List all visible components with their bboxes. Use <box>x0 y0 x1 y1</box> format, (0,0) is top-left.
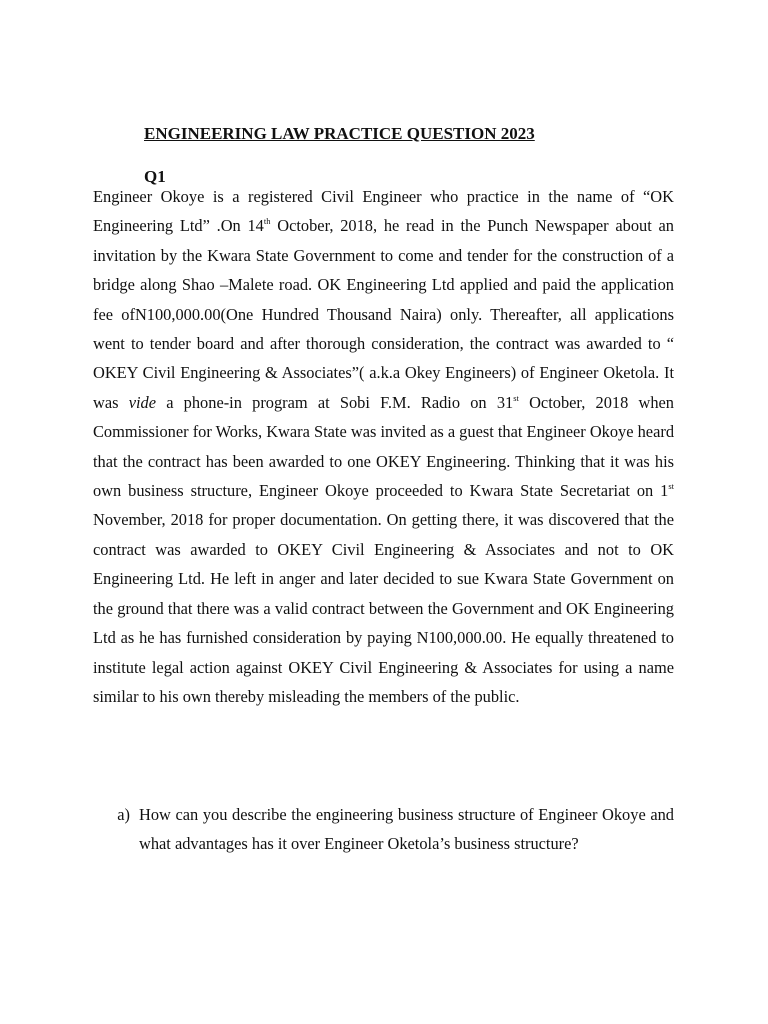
paragraph-text-3: a phone-in program at Sobi F.M. Radio on 31 <box>156 392 514 412</box>
paragraph-text-2: October, 2018, he read in the Punch Newspaper about an invitation by the Kwara State Government to come and tender for the construction of a bridge along Shao –Malete road. OK Engineering Ltd applied and paid the application fee ofN100,000.00(One Hundred Thousand Naira) only. Thereafter, all applications went to tender board and after thorough consideration, the contract was awarded to “ OKEY Civil Engineering & Associates”( a.k.a Okey Engineers) of Engineer Oketola. It was <box>93 216 674 412</box>
ordinal-suffix-1: th <box>263 216 271 227</box>
italic-word: vide <box>128 392 156 412</box>
sub-question-marker: a) <box>117 805 130 824</box>
sub-question-list <box>93 800 674 859</box>
paragraph-text-1: Engineer Okoye is a registered Civil Engineer who practice in the name of “OK Engineering Ltd” .On 14 <box>93 187 674 236</box>
question-label: Q1 <box>144 167 166 186</box>
sub-question-item <box>93 800 674 859</box>
question-paragraph <box>93 182 674 711</box>
sub-question-text: How can you describe the engineering business structure of Engineer Okoye and what advantages has it over Engineer Oketola’s business structure? <box>139 805 674 854</box>
ordinal-suffix-2: st <box>513 392 519 403</box>
paragraph-text-5: November, 2018 for proper documentation. On getting there, it was discovered that the contract was awarded to OKEY Civil Engineering & Associates and not to OK Engineering Ltd. He left in anger and later decided to sue Kwara State Government on the ground that there was a valid contract between the Government and OK Engineering Ltd as he has furnished consideration by paying N100,000.00. He equally threatened to institute legal action against OKEY Civil Engineering & Associates for using a name similar to his own thereby misleading the members of the public. <box>93 510 674 706</box>
paragraph-text-4: October, 2018 when Commissioner for Works, Kwara State was invited as a guest that Engineer Okoye heard that the contract has been awarded to one OKEY Engineering. Thinking that it was his own business structure, Engineer Okoye proceeded to Kwara State Secretariat on 1 <box>93 392 675 501</box>
document-title: ENGINEERING LAW PRACTICE QUESTION 2023 <box>144 124 535 143</box>
ordinal-suffix-3: st <box>668 481 674 492</box>
